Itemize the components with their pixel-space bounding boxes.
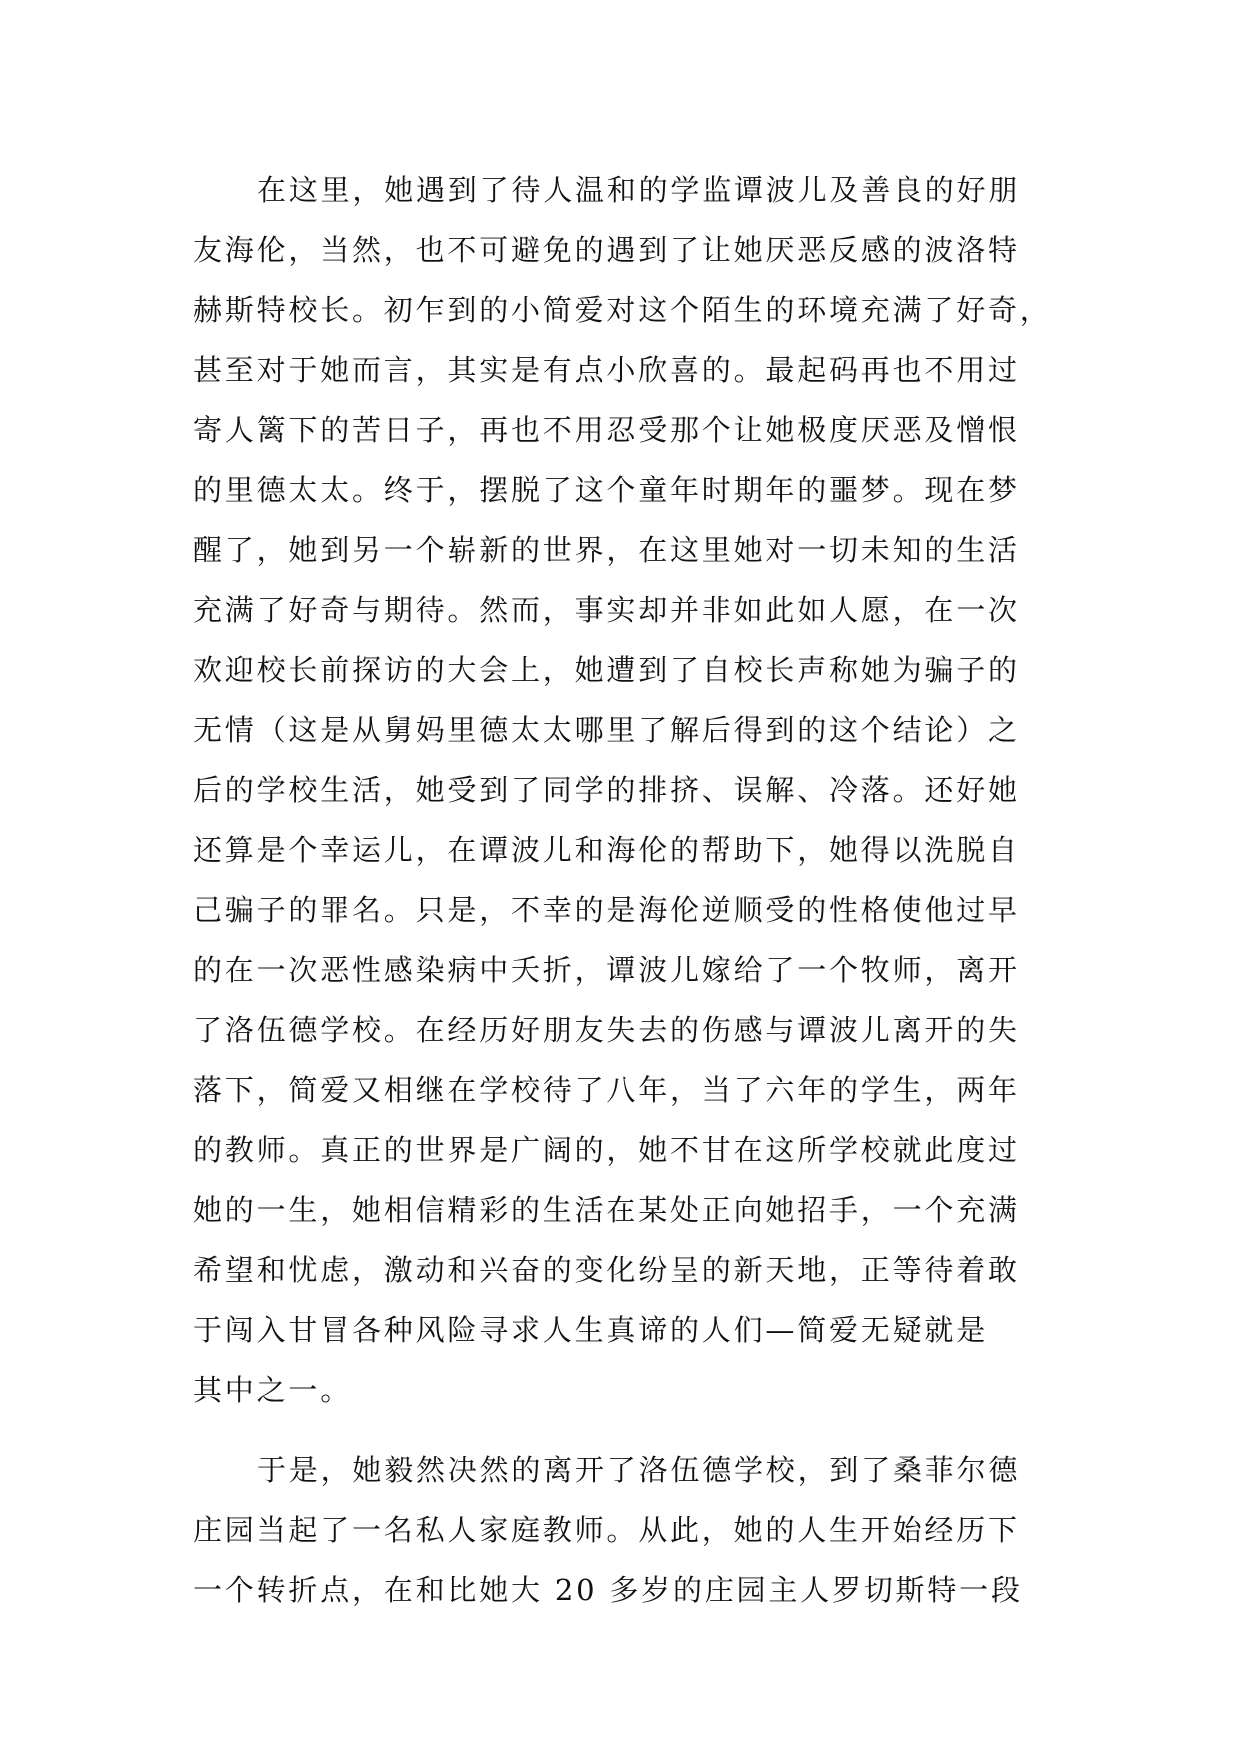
- text-line: 其中之一。: [193, 1373, 353, 1407]
- text-line: 友海伦，当然，也不可避免的遇到了让她厌恶反感的波洛特: [193, 233, 1020, 267]
- text-line: 己骗子的罪名。只是，不幸的是海伦逆顺受的性格使他过早: [193, 893, 1020, 927]
- text-line: 希望和忧虑，激动和兴奋的变化纷呈的新天地，正等待着敢: [193, 1253, 1020, 1287]
- text-line: 无情（这是从舅妈里德太太哪里了解后得到的这个结论）之: [193, 713, 1020, 747]
- text-line: 于闯入甘冒各种风险寻求人生真谛的人们—简爱无疑就是: [193, 1313, 989, 1347]
- text-line: 的在一次恶性感染病中夭折，谭波儿嫁给了一个牧师，离开: [193, 953, 1020, 987]
- text-line: 后的学校生活，她受到了同学的排挤、误解、冷落。还好她: [193, 773, 1020, 807]
- text-line: 赫斯特校长。初乍到的小简爱对这个陌生的环境充满了好奇，: [193, 293, 1052, 327]
- text-line: 的里德太太。终于，摆脱了这个童年时期年的噩梦。现在梦: [193, 473, 1020, 507]
- text-line: 她的一生，她相信精彩的生活在某处正向她招手，一个充满: [193, 1193, 1020, 1227]
- text-line: 的教师。真正的世界是广阔的，她不甘在这所学校就此度过: [193, 1133, 1020, 1167]
- paragraph-1: [193, 160, 1053, 1420]
- text-line: 一个转折点，在和比她大 20 多岁的庄园主人罗切斯特一段: [193, 1573, 1023, 1607]
- text-line: 庄园当起了一名私人家庭教师。从此，她的人生开始经历下: [193, 1513, 1020, 1547]
- text-line: 醒了，她到另一个崭新的世界，在这里她对一切未知的生活: [193, 533, 1020, 567]
- paragraph-spacer: [193, 1420, 1053, 1440]
- document-body: [193, 160, 1053, 1620]
- text-line: 还算是个幸运儿，在谭波儿和海伦的帮助下，她得以洗脱自: [193, 833, 1020, 867]
- text-line: 欢迎校长前探访的大会上，她遭到了自校长声称她为骗子的: [193, 653, 1020, 687]
- text-line: 充满了好奇与期待。然而，事实却并非如此如人愿，在一次: [193, 593, 1020, 627]
- text-line: 了洛伍德学校。在经历好朋友失去的伤感与谭波儿离开的失: [193, 1013, 1020, 1047]
- text-line: 于是，她毅然决然的离开了洛伍德学校，到了桑菲尔德: [257, 1453, 1021, 1487]
- text-line: 落下，简爱又相继在学校待了八年，当了六年的学生，两年: [193, 1073, 1020, 1107]
- paragraph-2: [193, 1440, 1053, 1620]
- text-line: 寄人篱下的苦日子，再也不用忍受那个让她极度厌恶及憎恨: [193, 413, 1020, 447]
- text-line: 甚至对于她而言，其实是有点小欣喜的。最起码再也不用过: [193, 353, 1020, 387]
- text-line: 在这里，她遇到了待人温和的学监谭波儿及善良的好朋: [257, 173, 1021, 207]
